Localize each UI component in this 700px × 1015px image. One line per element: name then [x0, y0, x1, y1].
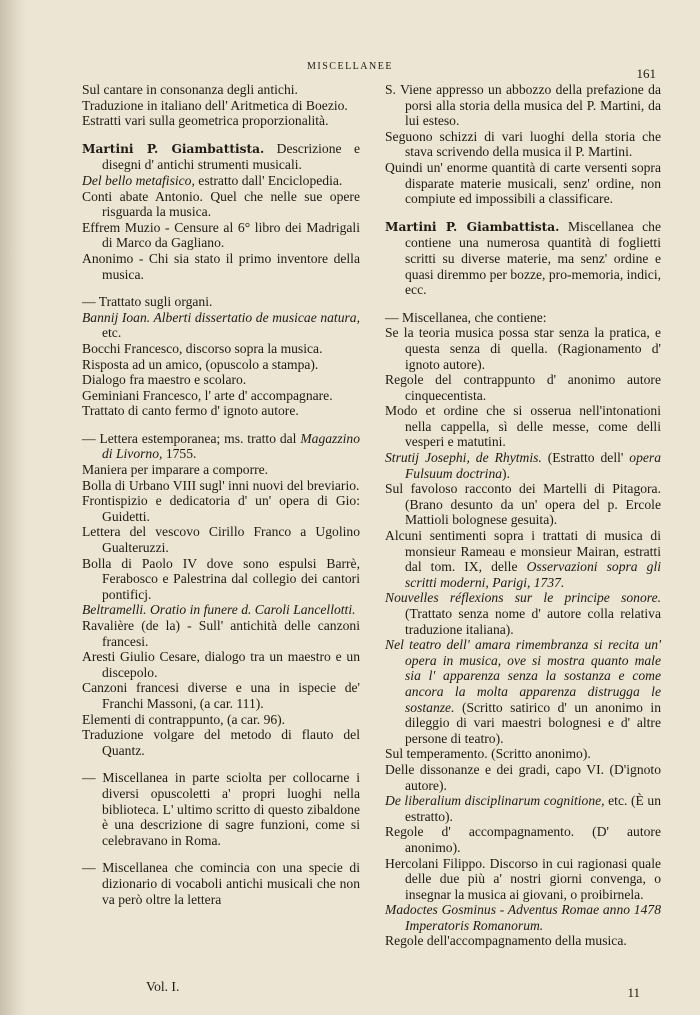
- entry: Martini P. Giambattista. Descrizione e disegni d' antichi strumenti musicali.: [82, 140, 361, 173]
- entry: — Trattato sugli organi.: [82, 294, 213, 310]
- entry: Maniera per imparare a comporre.: [82, 462, 269, 478]
- entry: Aresti Giulio Cesare, dialogo tra un maestro e un discepolo.: [82, 649, 360, 680]
- entry: Lettera del vescovo Cirillo Franco a Ugolino Gualteruzzi.: [82, 524, 360, 556]
- entry: Bannij Ioan. Alberti dissertatio de musicae natura, etc.: [82, 309, 360, 341]
- entry: Madoctes Gosminus - Adventus Romae anno 1478 Imperatoris Romanorum.: [385, 902, 661, 933]
- entry: Geminiani Francesco, l' arte d' accompagnare.: [82, 387, 333, 403]
- entry: Martini P. Giambattista. Miscellanea che contiene una numerosa quantità di foglietti scritti su diverse materie, ma senz' ordine e quasi diremmo per bozze, pro-memoria, indici, ecc.: [385, 218, 661, 298]
- entry: Nel teatro dell' amara rimembranza si recita un' opera in musica, ove si mostra quanto male sia l' apparenza senza la sostanza e come ancora la molta apparenza distrugga le sostanze. (Scritto satirico d' un anonimo in dileggio di vari maestri bolognesi e d' altre persone di teatro).: [385, 637, 661, 746]
- entry: Quindi un' enorme quantità di carte versenti sopra disparate materie musicali, senz' ordine, non compiute ed impossibili a classificare.: [385, 159, 661, 207]
- entry-author: Martini P. Giambattista.: [385, 219, 560, 234]
- entry: Bocchi Francesco, discorso sopra la musica.: [82, 340, 323, 356]
- entry: — Lettera estemporanea; ms. tratto dal Magazzino di Livorno, 1755.: [82, 430, 360, 462]
- entry: Nouvelles réflexions sur le principe sonore. (Trattato senza nome d' autore colla relativa traduzione italiana).: [385, 590, 661, 637]
- entry: Traduzione in italiano dell' Aritmetica di Boezio.: [82, 97, 348, 113]
- left-column: [82, 82, 360, 907]
- entry: — Miscellanea che comincia con una specie di dizionario di vocaboli antichi musicali che non va però oltre la lettera: [82, 860, 360, 907]
- running-header: MISCELLANEE: [307, 61, 393, 72]
- entry: Modo et ordine che si osserua nell'intonationi nella cappella, sì delle messe, come delli vesperi e matutini.: [385, 403, 661, 450]
- entry: Strutij Josephi, de Rhytmis. (Estratto dell' opera Fulsuum doctrina).: [385, 450, 662, 481]
- entry: Regole del contrappunto d' anonimo autore cinquecentista.: [385, 372, 661, 403]
- entry: — Miscellanea, che contiene:: [385, 309, 547, 325]
- entry: Trattato di canto fermo d' ignoto autore.: [82, 403, 299, 419]
- entry: Bolla di Paolo IV dove sono espulsi Barrè, Ferabosco e Palestrina dal collegio dei cantori pontificj.: [82, 555, 360, 602]
- entry: Regole dell'accompagnamento della musica.: [385, 933, 627, 949]
- volume-label: Vol. I.: [146, 979, 180, 994]
- page-number: 161: [636, 66, 656, 81]
- entry: Seguono schizzi di vari luoghi della storia che stava scrivendo della musica il P. Martini.: [385, 128, 661, 160]
- entry: Alcuni sentimenti sopra i trattati di musica di monsieur Rameau e monsieur Mairan, estratti dal tom. IX, delle Osservazioni sopra gli scritti moderni, Parigi, 1737.: [385, 528, 661, 590]
- entry-author: Martini P. Giambattista.: [82, 141, 265, 156]
- entry: Dialogo fra maestro e scolaro.: [82, 372, 247, 388]
- entry: Sul favoloso racconto dei Martelli di Pitagora. (Brano desunto da un' opera del p. Ercole Mattioli bolognese gesuita).: [385, 481, 661, 528]
- page-spine-shadow: [0, 0, 26, 1015]
- entry: Delle dissonanze e dei gradi, capo VI. (D'ignoto autore).: [385, 761, 661, 793]
- entry: S. Viene appresso un abbozzo della prefazione da porsi alla storia della musica del P. Martini, da lui esteso.: [385, 82, 661, 129]
- entry: Se la teoria musica possa star senza la pratica, e questa senza di quella. (Ragionamento d' ignoto autore).: [385, 325, 661, 372]
- entry: Ravalière (de la) - Sull' antichità delle canzoni francesi.: [82, 618, 360, 649]
- entry: Frontispizio e dedicatoria d' un' opera di Gio: Guidetti.: [82, 493, 360, 524]
- right-column: [385, 82, 661, 949]
- signature-mark: 11: [627, 985, 640, 1000]
- entry: Risposta ad un amico, (opuscolo a stampa).: [82, 356, 319, 372]
- entry: Regole d' accompagnamento. (D' autore anonimo).: [385, 824, 661, 855]
- entry: Conti abate Antonio. Quel che nelle sue opere risguarda la musica.: [82, 188, 360, 220]
- entry: Beltramelli. Oratio in funere d. Caroli Lancellotti.: [82, 602, 356, 618]
- entry: Elementi di contrappunto, (a car. 96).: [82, 711, 286, 727]
- entry: Canzoni francesi diverse e una in ispecie de' Franchi Massoni, (a car. 111).: [82, 680, 360, 711]
- entry: Sul temperamento. (Scritto anonimo).: [385, 746, 591, 762]
- entry: Del bello metafisico, estratto dall' Enciclopedia.: [82, 172, 343, 188]
- entry: Bolla di Urbano VIII sugl' inni nuovi del breviario.: [82, 477, 360, 493]
- entry: Hercolani Filippo. Discorso in cui ragionasi quale delle due più a' nostri giorni convenga, o insegnar la musica ai giovani, o proibirnela.: [385, 855, 661, 902]
- entry: Effrem Muzio - Censure al 6° libro dei Madrigali di Marco da Gagliano.: [82, 219, 360, 251]
- entry: Sul cantare in consonanza degli antichi.: [82, 82, 298, 97]
- entry: Estratti vari sulla geometrica proporzionalità.: [82, 113, 329, 129]
- entry: Anonimo - Chi sia stato il primo inventore della musica.: [82, 250, 360, 282]
- entry: De liberalium disciplinarum cognitione, etc. (È un estratto).: [385, 793, 661, 824]
- entry: — Miscellanea in parte sciolta per collocarne i diversi opuscoletti a' propri luoghi nella biblioteca. L' ultimo scritto di questo zibaldone è una descrizione di sagre funzioni, come si celebravano in Roma.: [82, 770, 360, 848]
- entry: Traduzione volgare del metodo di flauto del Quantz.: [82, 727, 360, 758]
